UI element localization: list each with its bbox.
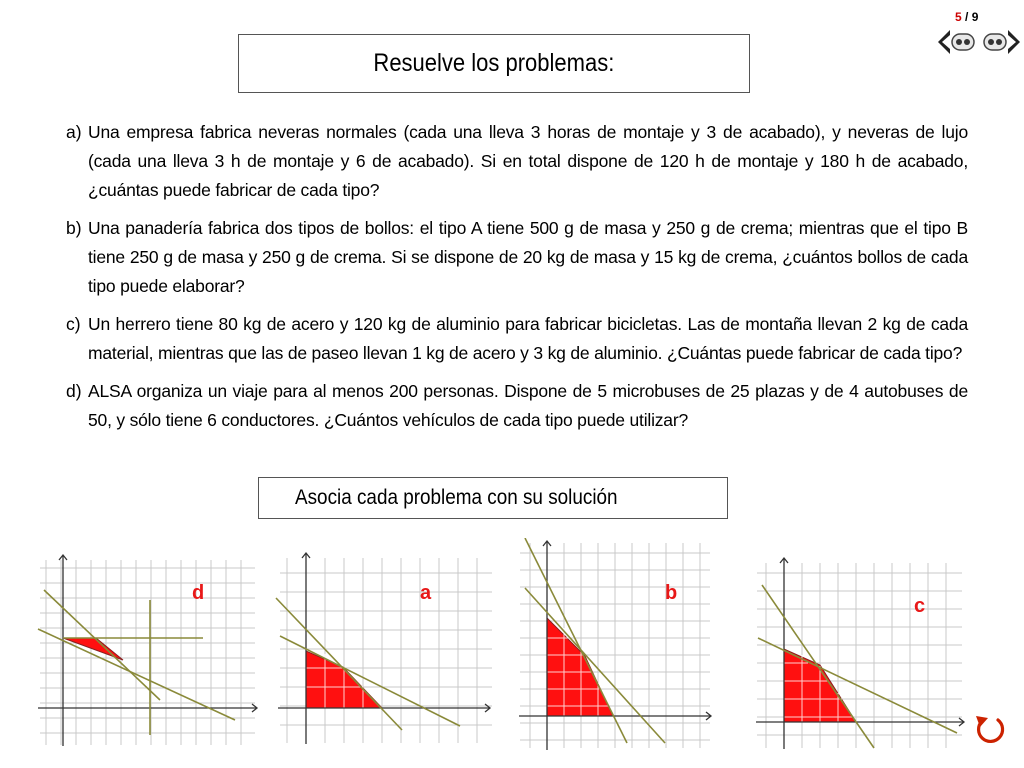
solution-graph-b[interactable] [515,538,715,753]
feasible-region [547,618,613,716]
graph-grid [280,558,492,743]
graph-label-c: c [914,595,926,617]
page-counter [955,10,978,24]
graph-label-a: a [420,582,432,604]
solution-graph-d[interactable] [30,550,260,750]
prev-page-button[interactable] [936,26,976,58]
reset-icon [972,712,1008,748]
problem-text: ALSA organiza un viaje para al menos 200 personas. Dispone de 5 microbuses de 25 plazas y de 4 autobuses de 50, y sólo tiene 6 conductores. ¿Cuántos vehículos de cada tipo puede utilizar? [88,381,968,430]
graph-c-plot [752,553,967,753]
problem-list [66,118,968,444]
graph-a-plot [272,548,497,748]
problem-text: Una panadería fabrica dos tipos de bollos: el tipo A tiene 500 g de masa y 250 g de crema; mientras que el tipo B tiene 250 g de masa y 250 g de crema. Si se dispone de 20 kg de masa y 15 kg de crema, ¿cuántos bollos de cada tipo puede elaborar? [88,218,968,296]
graph-d-plot [30,550,260,750]
reset-button[interactable] [972,712,1008,748]
problem-a [66,118,968,205]
solution-graph-a[interactable] [272,548,497,748]
page-separator: / [961,10,972,24]
problem-text: Un herrero tiene 80 kg de acero y 120 kg de aluminio para fabricar bicicletas. Las de montaña llevan 2 kg de cada material, mientras que las de paseo llevan 1 kg de acero y 3 kg de aluminio. ¿Cuántas puede fabricar de cada tipo? [88,314,968,363]
problem-letter: d) [66,381,82,401]
problem-c [66,310,968,368]
constraint-lines [276,598,460,730]
page-title: Resuelve los problemas: [373,49,615,77]
problem-letter: c) [66,314,81,334]
graph-b-plot [515,538,715,753]
solution-graph-c[interactable] [752,553,967,753]
next-page-button[interactable] [982,26,1022,58]
graph-label-b: b [665,582,678,604]
title-box [238,34,750,93]
problem-b [66,214,968,301]
association-prompt-box [258,477,728,519]
graph-grid [40,560,255,745]
page-total: 9 [971,10,979,24]
association-prompt: Asocia cada problema con su solución [295,486,618,509]
page-current: 5 [955,10,962,24]
graph-axes [38,555,257,746]
next-page-icon [982,26,1022,58]
problem-letter: a) [66,122,82,142]
graph-label-d: d [192,582,205,604]
problem-text: Una empresa fabrica neveras normales (cada una lleva 3 horas de montaje y 3 de acabado), y neveras de lujo (cada una lleva 3 h de montaje y 6 de acabado). Si en total dispone de 120 h de montaje y 180 h de acabado, ¿cuántas puede fabricar de cada tipo? [88,122,968,200]
problem-d [66,377,968,435]
problem-letter: b) [66,218,82,238]
prev-page-icon [936,26,976,58]
